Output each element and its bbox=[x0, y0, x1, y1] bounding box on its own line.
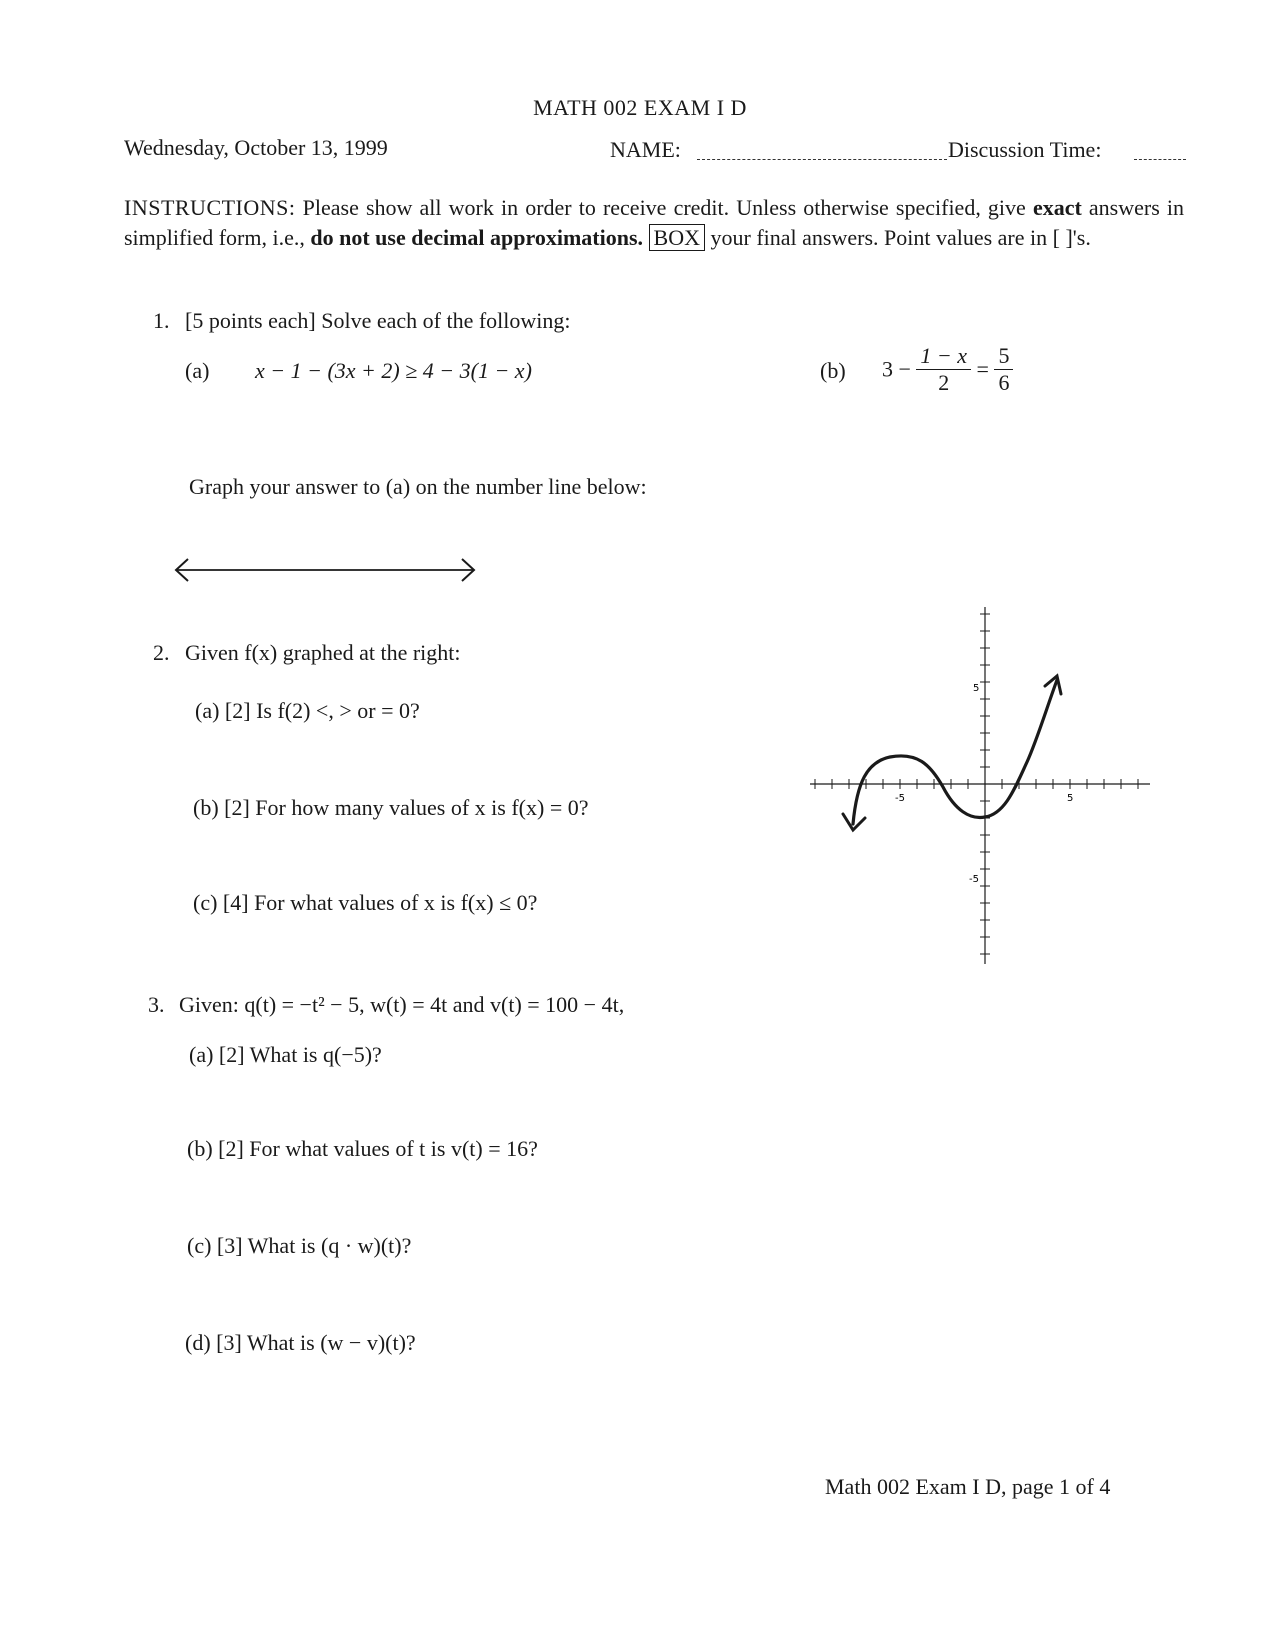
box-word: BOX bbox=[649, 224, 705, 251]
instructions-label: INSTRUCTIONS: bbox=[124, 195, 296, 220]
graph-curve bbox=[853, 680, 1057, 824]
instructions bbox=[124, 193, 1184, 253]
instructions-text-1: Please show all work in order to receive credit. Unless otherwise specified, give bbox=[302, 195, 1026, 220]
q1a-expression: x − 1 − (3x + 2) ≥ 4 − 3(1 − x) bbox=[255, 358, 532, 383]
q1b-numerator: 1 − x bbox=[916, 343, 971, 370]
graph-y-ticks bbox=[980, 614, 990, 954]
q1a-label: (a) bbox=[185, 358, 210, 383]
graph-y-label-neg: -5 bbox=[969, 874, 979, 885]
graph-x-label-neg: -5 bbox=[895, 793, 905, 804]
graph-y-label-pos: 5 bbox=[973, 683, 980, 694]
page-title: MATH 002 EXAM I D bbox=[533, 95, 747, 120]
q2c: (c) [4] For what values of x is f(x) ≤ 0? bbox=[193, 890, 538, 915]
q1b-rhs-denominator: 6 bbox=[998, 370, 1010, 395]
page-footer: Math 002 Exam I D, page 1 of 4 bbox=[825, 1474, 1111, 1499]
q1b-denominator: 2 bbox=[938, 370, 950, 395]
q3-number: 3. bbox=[148, 992, 165, 1017]
instructions-text-2: answers in simplified form, i.e., bbox=[124, 195, 1185, 250]
name-label: NAME: bbox=[610, 137, 681, 162]
discussion-time-label: Discussion Time: bbox=[948, 137, 1102, 162]
q1-number: 1. bbox=[153, 308, 170, 333]
instructions-emphasis: do not use decimal approximations. bbox=[310, 225, 644, 250]
q1-graph-prompt: Graph your answer to (a) on the number line below: bbox=[189, 474, 647, 499]
q1b-fraction bbox=[916, 343, 971, 396]
number-line[interactable] bbox=[170, 550, 490, 590]
q3a: (a) [2] What is q(−5)? bbox=[189, 1042, 382, 1067]
q2a: (a) [2] Is f(2) <, > or = 0? bbox=[195, 698, 420, 723]
q1-prompt: [5 points each] Solve each of the following: bbox=[185, 308, 571, 333]
instructions-text-3: your final answers. Point values are in [ ]'s. bbox=[710, 225, 1091, 250]
q1b-rhs-numerator: 5 bbox=[994, 343, 1013, 370]
q1b-equation bbox=[882, 343, 1013, 396]
exam-date: Wednesday, October 13, 1999 bbox=[124, 135, 388, 160]
q3-prompt: Given: q(t) = −t² − 5, w(t) = 4t and v(t) = 100 − 4t, bbox=[179, 992, 625, 1017]
q2-number: 2. bbox=[153, 640, 170, 665]
q1b-lead: 3 − bbox=[882, 356, 911, 382]
graph-x-label-pos: 5 bbox=[1067, 793, 1074, 804]
instructions-exact: exact bbox=[1032, 195, 1082, 220]
q1b-label: (b) bbox=[820, 358, 846, 383]
q1b-rhs-fraction bbox=[994, 343, 1013, 396]
q1b-equals: = bbox=[976, 356, 989, 382]
q3b: (b) [2] For what values of t is v(t) = 16? bbox=[187, 1136, 538, 1161]
q3c: (c) [3] What is (q · w)(t)? bbox=[187, 1233, 412, 1258]
discussion-time-field[interactable] bbox=[1134, 159, 1186, 160]
q3d: (d) [3] What is (w − v)(t)? bbox=[185, 1330, 416, 1355]
q2-prompt: Given f(x) graphed at the right: bbox=[185, 640, 461, 665]
q2b: (b) [2] For how many values of x is f(x) = 0? bbox=[193, 795, 589, 820]
function-graph bbox=[805, 602, 1155, 972]
name-field[interactable] bbox=[697, 159, 947, 160]
